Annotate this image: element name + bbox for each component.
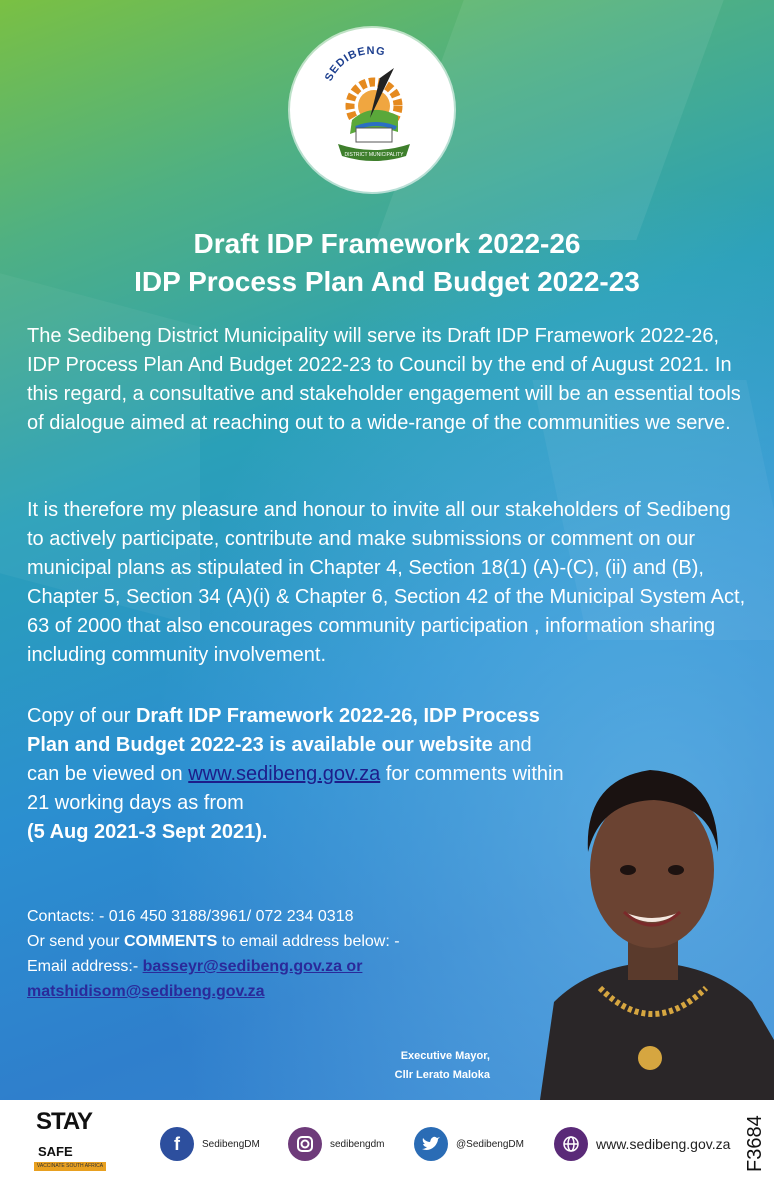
twitter-icon — [414, 1127, 448, 1161]
copy-document-name: Draft IDP Framework 2022-26, IDP Process Plan and Budget 2022-23 is available our website — [27, 705, 540, 756]
website-link[interactable]: www.sedibeng.gov.za — [188, 763, 381, 785]
email-line-2 — [27, 979, 567, 1004]
document-availability-text — [27, 702, 567, 847]
website-label: www.sedibeng.gov.za — [596, 1136, 731, 1152]
intro-paragraph: The Sedibeng District Municipality will serve its Draft IDP Framework 2022-26, IDP Process Plan And Budget 2022-23 to Council by the end of August 2021. In this regard, a consultative and stakeholder engagement will be an essential tools of dialogue aimed at reaching out to a wide-range of the communities we serve. — [27, 325, 741, 434]
sedibeng-logo-emblem — [290, 28, 454, 192]
invitation-paragraph: It is therefore my pleasure and honour to invite all our stakeholders of Sedibeng to actively participate, contribute and make submissions or comment on our municipal plans as stipulated in Chapter 4, Section 18(1) (A)-(C), (ii) and (B), Chapter 5, Section 34 (A)(i) & Chapter 6, Section 42 of the Municipal System Act, 63 of 2000 that also encourages community participation , information sharing including community involvement. — [27, 499, 746, 666]
facebook-icon: f — [160, 1127, 194, 1161]
email-link-bassey[interactable]: basseyr@sedibeng.gov.za — [142, 958, 342, 975]
ad-code-text: F3684 — [744, 1115, 766, 1172]
twitter-handle[interactable] — [414, 1126, 524, 1162]
comments-instruction — [27, 929, 567, 954]
logo-arc-text: SEDIBENG — [322, 44, 387, 84]
email-label: Email address:- — [27, 958, 143, 975]
copy-intro: Copy of our — [27, 705, 136, 727]
instagram-label: sedibengdm — [330, 1138, 385, 1150]
globe-icon — [554, 1127, 588, 1161]
headline-line-1: Draft IDP Framework 2022-26 — [193, 228, 581, 259]
website-handle[interactable] — [554, 1126, 730, 1162]
copy-mid: and can be viewed on — [27, 734, 532, 785]
contacts-block — [27, 904, 567, 1004]
stay-word: STAY — [36, 1108, 93, 1135]
twitter-label: @SedibengDM — [456, 1138, 524, 1150]
email-or: or — [341, 958, 363, 975]
caption-role: Executive Mayor, — [400, 1050, 490, 1062]
email-line — [27, 954, 567, 979]
ad-code — [742, 1108, 770, 1174]
instagram-icon — [288, 1127, 322, 1161]
vaccinate-banner: VACCINATE SOUTH AFRICA — [34, 1162, 106, 1171]
comment-dates: (5 Aug 2021-3 Sept 2021). — [27, 821, 268, 843]
mayor-photo — [530, 740, 774, 1100]
logo-ribbon-text: DISTRICT MUNICIPALITY — [344, 152, 404, 158]
contact-numbers: Contacts: - 016 450 3188/3961/ 072 234 0318 — [27, 908, 354, 925]
sedibeng-logo — [290, 28, 454, 192]
headline-line-2: IDP Process Plan And Budget 2022-23 — [134, 266, 640, 297]
stay-safe-logo — [30, 1108, 110, 1176]
instagram-handle[interactable] — [288, 1126, 384, 1162]
facebook-label: SedibengDM — [202, 1138, 260, 1150]
footer-bar — [0, 1100, 774, 1181]
svg-text:SEDIBENG — [323, 45, 387, 83]
email-link-matshidiso[interactable]: matshidisom@sedibeng.gov.za — [27, 983, 265, 1000]
caption-name: Cllr Lerato Maloka — [394, 1069, 490, 1081]
copy-after-link: for comments within 21 working days as from — [27, 763, 564, 814]
facebook-handle[interactable] — [160, 1126, 260, 1162]
comments-pre: Or send your — [27, 933, 124, 950]
safe-word: SAFE — [38, 1144, 73, 1159]
comments-post: to email address below: - — [217, 933, 400, 950]
comments-bold: COMMENTS — [123, 933, 218, 950]
